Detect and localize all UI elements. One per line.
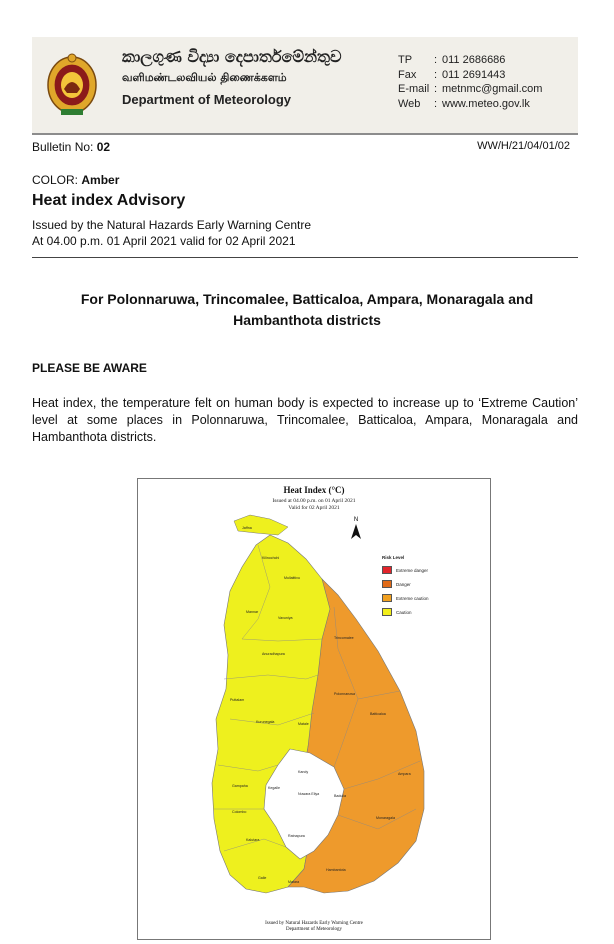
- label-puttalam: Puttalam: [230, 698, 245, 702]
- legend-swatch: [382, 566, 392, 574]
- label-matale: Matale: [298, 722, 309, 726]
- map-title: Heat Index (°C): [283, 485, 345, 495]
- label-vavuniya: Vavuniya: [278, 616, 293, 620]
- label-kilinochchi: Kilinochchi: [262, 556, 280, 560]
- contact-label: Fax: [398, 68, 417, 81]
- letterhead: [32, 37, 578, 135]
- label-mannar: Mannar: [246, 610, 259, 614]
- map-footer-line1: Issued by Natural Hazards Early Warning Centre: [265, 921, 363, 926]
- legend-swatch: [382, 608, 392, 616]
- legend-swatch: [382, 580, 392, 588]
- color-value: Amber: [81, 173, 120, 187]
- heat-index-map: [137, 478, 491, 940]
- label-jaffna: Jaffna: [242, 526, 252, 530]
- advisory-issued: [32, 217, 311, 249]
- bulletin-line: [32, 140, 578, 154]
- legend-swatch: [382, 594, 392, 602]
- bulletin-number: 02: [96, 140, 111, 154]
- org-name-english: Department of Meteorology: [122, 92, 292, 107]
- contact-block: TP : 011 2686686 Fax : 011 2691443 E-mail : metnmc@gmail.com Web : www.meteo.gov.lk: [398, 54, 543, 110]
- label-kandy: Kandy: [298, 770, 309, 774]
- label-kegalle: Kegalle: [268, 786, 280, 790]
- bulletin-label: Bulletin No:: [32, 140, 94, 154]
- aware-heading: PLEASE BE AWARE: [32, 361, 147, 375]
- legend-label: Caution: [396, 609, 412, 615]
- label-mullaittivu: Mullaittivu: [284, 576, 300, 580]
- map-valid: Valid for 02 April 2021: [288, 505, 340, 511]
- advisory-issued-by: Issued by the Natural Hazards Early Warning Centre: [32, 218, 312, 232]
- label-hambantota: Hambantota: [326, 868, 346, 872]
- districts-heading: For Polonnaruwa, Trincomalee, Batticaloa, Ampara, Monaragala and Hambanthota districts: [80, 291, 534, 328]
- label-polonnaruwa: Polonnaruwa: [334, 692, 355, 696]
- legend-title: Risk Level: [382, 555, 405, 560]
- advisory-issued-time: At 04.00 p.m. 01 April 2021 valid for 02 April 2021: [32, 234, 296, 248]
- label-colombo: Colombo: [232, 810, 247, 814]
- legend-item-danger: [382, 580, 429, 588]
- org-name-tamil: வளிமண்டலவியல் திணைக்களம்: [122, 71, 287, 84]
- color-line: [32, 173, 119, 187]
- contact-label: TP: [398, 54, 413, 66]
- sri-lanka-map: [138, 479, 490, 939]
- region-jaffna: [234, 515, 288, 535]
- color-label: COLOR:: [32, 173, 79, 187]
- contact-phone: 011 2686686: [442, 54, 506, 66]
- label-nuwara-eliya: Nuwara Eliya: [298, 792, 320, 796]
- contact-fax: 011 2691443: [442, 68, 506, 81]
- sri-lanka-emblem-icon: [46, 49, 98, 119]
- label-ratnapura: Ratnapura: [288, 834, 305, 838]
- legend-item-caution: [382, 608, 429, 616]
- label-badulla: Badulla: [334, 794, 346, 798]
- advisory-paragraph: Heat index, the temperature felt on human body is expected to increase up to ‘Extreme Caution’ level at some places in Polonnaruwa, Trincomalee, Batticaloa, Ampara, Monaragala and Hambanthota districts.: [32, 396, 578, 444]
- label-kurunegala: Kurunegala: [256, 720, 275, 724]
- contact-label: E-mail: [398, 83, 430, 95]
- legend-item-extreme-caution: [382, 594, 429, 602]
- label-matara: Matara: [288, 880, 300, 884]
- map-legend: [382, 555, 429, 622]
- label-gampaha: Gampaha: [232, 784, 248, 788]
- contact-email[interactable]: metnmc@gmail.com: [442, 83, 543, 95]
- label-trincomalee: Trincomalee: [334, 636, 354, 640]
- label-batticaloa: Batticaloa: [370, 712, 386, 716]
- map-footer: [138, 921, 490, 933]
- north-label: N: [353, 517, 359, 523]
- bulletin-reference: WW/H/21/04/01/02: [477, 140, 570, 152]
- legend-label: Extreme caution: [396, 595, 429, 601]
- legend-label: Extreme danger: [396, 567, 429, 573]
- advisory-title: Heat index Advisory: [32, 192, 186, 209]
- divider: [32, 257, 578, 258]
- contact-label: Web: [398, 97, 421, 110]
- map-footer-line2: Department of Meteorology: [285, 927, 343, 932]
- org-name-sinhala: කාලගුණ විද්‍යා දෙපාර්තමේන්තුව: [122, 47, 342, 66]
- label-ampara: Ampara: [398, 772, 411, 776]
- legend-item-extreme-danger: [382, 566, 429, 574]
- label-monaragala: Monaragala: [376, 816, 395, 820]
- map-issued: Issued at 04.00 p.m. on 01 April 2021: [272, 498, 356, 504]
- label-galle: Galle: [258, 876, 267, 880]
- north-arrow-icon: [351, 524, 361, 539]
- legend-label: Danger: [396, 581, 411, 587]
- contact-web[interactable]: www.meteo.gov.lk: [442, 97, 530, 110]
- label-anuradhapura: Anuradhapura: [262, 652, 285, 656]
- label-kalutara: Kalutara: [246, 838, 260, 842]
